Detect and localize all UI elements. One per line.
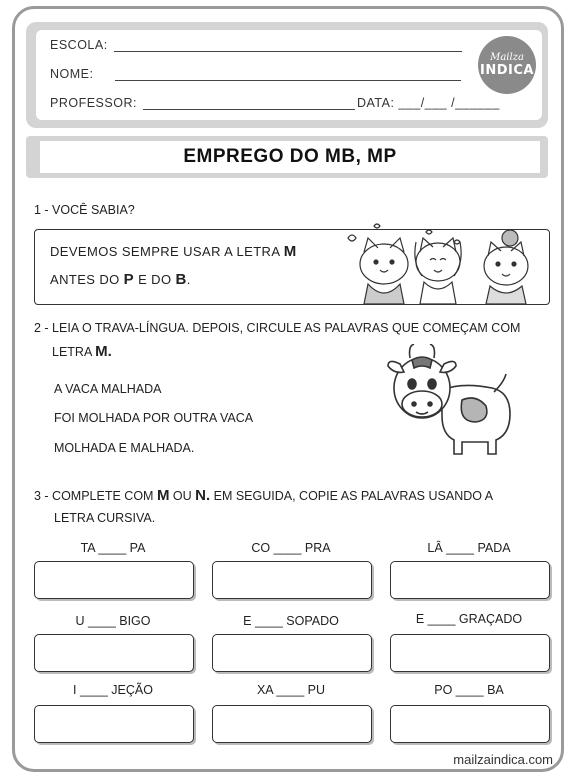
data-label: DATA: [356,96,395,110]
info-text: DEVEMOS SEMPRE USAR A LETRA [50,244,284,259]
cats-illustration [334,218,548,304]
page-title: EMPREGO DO MB, MP [40,141,540,173]
word-prompt: LÂ ____ PADA [427,541,511,555]
escola-blank [114,40,462,52]
word-prompt: XA ____ PU [256,683,326,697]
info-line-1 [50,243,297,260]
q3-heading-line1 [34,487,493,504]
answer-box[interactable] [390,561,550,599]
poem-line-1: A VACA MALHADA [54,382,162,396]
word-prompt: CO ____ PRA [251,541,331,555]
q3-text: OU [169,489,196,503]
escola-label: ESCOLA: [50,38,108,52]
escola-field[interactable] [50,38,462,52]
word-prompt: E ____ SOPADO [243,614,339,628]
poem-line-2: FOI MOLHADA POR OUTRA VACA [54,411,254,425]
answer-box[interactable] [34,561,194,599]
info-line-2 [50,271,191,288]
q2-letter-m: M. [95,343,112,360]
word-prompt: U ____ BIGO [75,614,151,628]
website-footer: mailzaindica.com [453,752,553,767]
q3-text: 3 - COMPLETE COM [34,489,157,503]
answer-box[interactable] [390,634,550,672]
data-blanks: ___/___ /______ [398,96,500,110]
mailza-indica-logo [478,36,536,94]
answer-box[interactable] [390,705,550,743]
professor-field[interactable] [50,96,500,110]
info-text: ANTES DO [50,272,124,287]
professor-label: PROFESSOR: [50,96,137,110]
q3-text: EM SEGUIDA, COPIE AS PALAVRAS USANDO A [210,489,494,503]
cow-illustration [386,344,518,456]
info-text: E DO [134,272,176,287]
professor-blank [143,98,355,110]
answer-box[interactable] [212,705,372,743]
info-text: . [186,272,191,287]
info-letter-m: M [283,243,297,260]
poem-line-3: MOLHADA E MALHADA. [54,441,195,455]
logo-line2: INDICA [480,63,534,78]
q3-letter-n: N. [195,487,211,504]
q2-heading-line2 [52,343,112,360]
answer-box[interactable] [34,705,194,743]
answer-box[interactable] [212,561,372,599]
word-prompt: TA ____ PA [80,541,146,555]
word-prompt: I ____ JEÇÃO [73,683,153,697]
nome-blank [115,69,461,81]
nome-label: NOME: [50,67,94,81]
q2-heading-line1: 2 - LEIA O TRAVA-LÍNGUA. DEPOIS, CIRCULE AS PALAVRAS QUE COMEÇAM COM [34,321,521,335]
q3-letter-m: M [156,487,170,504]
logo-line1: Mailza [490,52,524,63]
answer-box[interactable] [34,634,194,672]
word-prompt: E ____ GRAÇADO [415,612,523,626]
word-prompt: PO ____ BA [434,683,504,697]
answer-box[interactable] [212,634,372,672]
info-letter-p: P [123,271,135,288]
info-letter-b: B [175,271,187,288]
q1-heading: 1 - VOCÊ SABIA? [34,203,135,217]
nome-field[interactable] [50,67,461,81]
q2-text: LETRA [52,345,96,359]
q3-heading-line2: LETRA CURSIVA. [54,511,156,525]
